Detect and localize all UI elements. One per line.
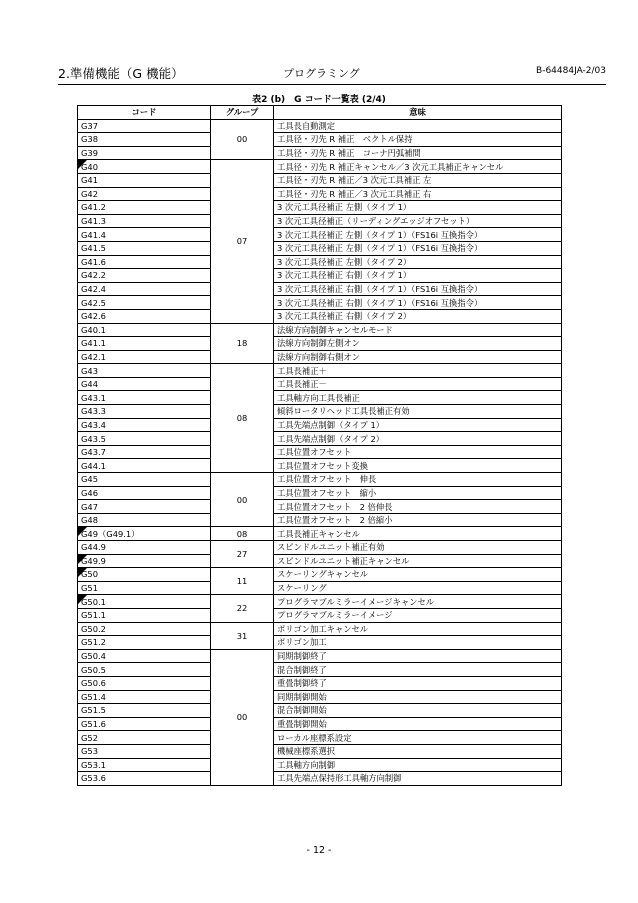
meaning-cell: 混合制御開始 xyxy=(274,704,562,718)
column-header-meaning: 意味 xyxy=(274,106,562,120)
table-row xyxy=(78,228,562,242)
table-row xyxy=(78,622,562,636)
code-cell xyxy=(78,704,211,718)
code-cell xyxy=(78,241,211,255)
code-cell xyxy=(78,486,211,500)
column-header-group: グループ xyxy=(211,106,274,120)
table-row xyxy=(78,391,562,405)
meaning-cell: プログラマブルミラーイメージ xyxy=(274,608,562,622)
group-cell: 31 xyxy=(211,622,274,649)
meaning-cell: 工具先端点制御（タイプ 2） xyxy=(274,432,562,446)
group-cell: 00 xyxy=(211,473,274,527)
code-text: G51.2 xyxy=(81,637,106,648)
code-cell xyxy=(78,527,211,541)
table-row xyxy=(78,636,562,650)
code-cell xyxy=(78,717,211,731)
code-cell xyxy=(78,513,211,527)
code-cell xyxy=(78,377,211,391)
table-row xyxy=(78,296,562,310)
code-text: G43.3 xyxy=(81,406,106,417)
code-text: G50.1 xyxy=(81,596,106,607)
table-row xyxy=(78,309,562,323)
meaning-cell: 工具径・刃先 R 補正／3 次元工具補正 右 xyxy=(274,187,562,201)
initial-state-mark xyxy=(78,595,87,604)
initial-state-mark xyxy=(78,160,87,169)
code-text: G52 xyxy=(81,732,98,743)
group-cell: 18 xyxy=(211,323,274,364)
group-cell: 08 xyxy=(211,364,274,473)
code-cell xyxy=(78,160,211,174)
code-text: G41.3 xyxy=(81,216,106,227)
code-text: G44.9 xyxy=(81,542,106,553)
table-row xyxy=(78,173,562,187)
group-cell: 11 xyxy=(211,568,274,595)
code-text: G41.4 xyxy=(81,229,106,240)
meaning-cell: 工具径・刃先 R 補正キャンセル／3 次元工具補正キャンセル xyxy=(274,160,562,174)
table-row xyxy=(78,527,562,541)
initial-state-mark xyxy=(78,527,87,536)
meaning-cell: スピンドルユニット補正有効 xyxy=(274,541,562,555)
code-cell xyxy=(78,758,211,772)
code-cell xyxy=(78,473,211,487)
code-cell xyxy=(78,337,211,351)
code-text: G39 xyxy=(81,148,98,159)
meaning-cell: 3 次元工具径補正 左側（タイプ 2） xyxy=(274,255,562,269)
table-row xyxy=(78,133,562,147)
code-text: G46 xyxy=(81,487,98,498)
code-cell xyxy=(78,214,211,228)
table-row xyxy=(78,119,562,133)
meaning-cell: 3 次元工具径補正（リーディングエッジオフセット） xyxy=(274,214,562,228)
code-cell xyxy=(78,622,211,636)
code-cell xyxy=(78,459,211,473)
code-text: G41 xyxy=(81,175,98,186)
code-text: G43.5 xyxy=(81,433,106,444)
code-text: G51.5 xyxy=(81,705,106,716)
table-row xyxy=(78,269,562,283)
table-row xyxy=(78,282,562,296)
code-text: G42 xyxy=(81,188,98,199)
table-row xyxy=(78,513,562,527)
code-cell xyxy=(78,445,211,459)
meaning-cell: 工具位置オフセット 伸長 xyxy=(274,473,562,487)
code-cell xyxy=(78,731,211,745)
table-row xyxy=(78,337,562,351)
code-cell xyxy=(78,418,211,432)
code-text: G48 xyxy=(81,515,98,526)
table-row xyxy=(78,704,562,718)
code-text: G51 xyxy=(81,583,98,594)
meaning-cell: 工具径・刃先 R 補正／3 次元工具補正 左 xyxy=(274,173,562,187)
code-text: G41.5 xyxy=(81,243,106,254)
code-text: G47 xyxy=(81,501,98,512)
meaning-cell: ポリゴン加工 xyxy=(274,636,562,650)
group-cell: 00 xyxy=(211,119,274,160)
meaning-cell: 3 次元工具径補正 右側（タイプ 1）（FS16i 互換指令） xyxy=(274,296,562,310)
meaning-cell: 工具位置オフセット 縮小 xyxy=(274,486,562,500)
meaning-cell: 3 次元工具径補正 右側（タイプ 1）（FS16i 互換指令） xyxy=(274,282,562,296)
table-row xyxy=(78,473,562,487)
code-cell xyxy=(78,269,211,283)
code-text: G44 xyxy=(81,379,98,390)
code-text: G43.4 xyxy=(81,419,106,430)
code-text: G38 xyxy=(81,134,98,145)
table-row xyxy=(78,595,562,609)
meaning-cell: 工具径・刃先 R 補正 ベクトル保持 xyxy=(274,133,562,147)
code-cell xyxy=(78,581,211,595)
meaning-cell: 重畳制御開始 xyxy=(274,717,562,731)
table-row xyxy=(78,146,562,160)
code-cell xyxy=(78,255,211,269)
code-text: G49（G49.1） xyxy=(81,528,140,539)
page-header xyxy=(58,64,606,84)
code-cell xyxy=(78,663,211,677)
meaning-cell: 工具先端点制御（タイプ 1） xyxy=(274,418,562,432)
meaning-cell: 混合制御終了 xyxy=(274,663,562,677)
code-cell xyxy=(78,676,211,690)
code-cell xyxy=(78,391,211,405)
meaning-cell: 3 次元工具径補正 右側（タイプ 2） xyxy=(274,309,562,323)
table-row xyxy=(78,663,562,677)
code-text: G50.6 xyxy=(81,678,106,689)
table-row xyxy=(78,717,562,731)
meaning-cell: 工具軸方向工具長補正 xyxy=(274,391,562,405)
code-text: G53 xyxy=(81,746,98,757)
code-text: G41.2 xyxy=(81,202,106,213)
code-cell xyxy=(78,690,211,704)
chapter-title: プログラミング xyxy=(283,67,360,80)
table-row xyxy=(78,772,562,786)
group-cell: 22 xyxy=(211,595,274,622)
table-header-row xyxy=(78,106,562,120)
table-row xyxy=(78,214,562,228)
code-cell xyxy=(78,201,211,215)
meaning-cell: 3 次元工具径補正 右側（タイプ 1） xyxy=(274,269,562,283)
meaning-cell: 工具先端点保持形工具軸方向制御 xyxy=(274,772,562,786)
table-row xyxy=(78,676,562,690)
table-row xyxy=(78,255,562,269)
code-text: G42.1 xyxy=(81,351,106,362)
meaning-cell: スケーリングキャンセル xyxy=(274,568,562,582)
g-code-table xyxy=(77,105,562,786)
page-number: - 12 - xyxy=(306,845,332,856)
meaning-cell: 工具軸方向制御 xyxy=(274,758,562,772)
code-cell xyxy=(78,636,211,650)
table-row xyxy=(78,554,562,568)
code-text: G51.1 xyxy=(81,610,106,621)
meaning-cell: 工具径・刃先 R 補正 コーナ円弧補間 xyxy=(274,146,562,160)
code-cell xyxy=(78,350,211,364)
table-body xyxy=(78,119,562,785)
code-text: G45 xyxy=(81,474,98,485)
code-text: G41.1 xyxy=(81,338,106,349)
code-cell xyxy=(78,133,211,147)
meaning-cell: 同期制御開始 xyxy=(274,690,562,704)
code-cell xyxy=(78,187,211,201)
code-text: G43 xyxy=(81,365,98,376)
meaning-cell: 工具位置オフセット 2 倍伸長 xyxy=(274,500,562,514)
code-text: G41.6 xyxy=(81,256,106,267)
table-row xyxy=(78,690,562,704)
column-header-code: コード xyxy=(78,106,211,120)
code-cell xyxy=(78,173,211,187)
code-cell xyxy=(78,228,211,242)
meaning-cell: スピンドルユニット補正キャンセル xyxy=(274,554,562,568)
code-text: G50.2 xyxy=(81,623,106,634)
meaning-cell: 工具長補正＋ xyxy=(274,364,562,378)
code-text: G42.2 xyxy=(81,270,106,281)
meaning-cell: 法線方向制御右側オン xyxy=(274,350,562,364)
meaning-cell: ポリゴン加工キャンセル xyxy=(274,622,562,636)
table-row xyxy=(78,323,562,337)
table-row xyxy=(78,581,562,595)
document-number: B-64484JA-2/03 xyxy=(536,66,606,76)
code-text: G42.6 xyxy=(81,311,106,322)
code-cell xyxy=(78,309,211,323)
code-text: G37 xyxy=(81,120,98,131)
table-row xyxy=(78,350,562,364)
table-row xyxy=(78,568,562,582)
meaning-cell: 3 次元工具径補正 左側（タイプ 1）（FS16i 互換指令） xyxy=(274,241,562,255)
meaning-cell: 工具位置オフセット 2 倍縮小 xyxy=(274,513,562,527)
code-cell xyxy=(78,772,211,786)
meaning-cell: 工具長自動測定 xyxy=(274,119,562,133)
group-cell: 27 xyxy=(211,541,274,568)
code-cell xyxy=(78,744,211,758)
meaning-cell: 工具位置オフセット xyxy=(274,445,562,459)
code-text: G44.1 xyxy=(81,460,106,471)
table-row xyxy=(78,758,562,772)
code-text: G50 xyxy=(81,569,98,580)
meaning-cell: 法線方向制御キャンセルモード xyxy=(274,323,562,337)
table-row xyxy=(78,500,562,514)
table-row xyxy=(78,187,562,201)
code-cell xyxy=(78,119,211,133)
meaning-cell: 工具長補正キャンセル xyxy=(274,527,562,541)
meaning-cell: 法線方向制御左側オン xyxy=(274,337,562,351)
code-text: G49.9 xyxy=(81,555,106,566)
meaning-cell: 3 次元工具径補正 左側（タイプ 1）（FS16i 互換指令） xyxy=(274,228,562,242)
code-text: G40.1 xyxy=(81,324,106,335)
meaning-cell: 重畳制御終了 xyxy=(274,676,562,690)
code-cell xyxy=(78,432,211,446)
code-cell xyxy=(78,554,211,568)
group-cell: 00 xyxy=(211,649,274,785)
code-cell xyxy=(78,541,211,555)
table-caption: 表2 (b) G コード一覧表 (2/4) xyxy=(252,95,386,105)
table-row xyxy=(78,432,562,446)
table-row xyxy=(78,241,562,255)
code-text: G50.4 xyxy=(81,651,106,662)
code-text: G50.5 xyxy=(81,664,106,675)
table-row xyxy=(78,364,562,378)
table-row xyxy=(78,160,562,174)
code-cell xyxy=(78,649,211,663)
code-cell xyxy=(78,296,211,310)
initial-state-mark xyxy=(78,568,87,577)
code-cell xyxy=(78,608,211,622)
code-text: G43.1 xyxy=(81,392,106,403)
code-text: G42.4 xyxy=(81,284,106,295)
table-row xyxy=(78,418,562,432)
meaning-cell: ローカル座標系設定 xyxy=(274,731,562,745)
table-row xyxy=(78,649,562,663)
code-cell xyxy=(78,405,211,419)
code-text: G42.5 xyxy=(81,297,106,308)
code-cell xyxy=(78,146,211,160)
table-row xyxy=(78,445,562,459)
section-title: 2.準備機能（G 機能） xyxy=(58,66,184,81)
group-cell: 07 xyxy=(211,160,274,323)
meaning-cell: 傾斜ロータリヘッド工具長補正有効 xyxy=(274,405,562,419)
code-cell xyxy=(78,500,211,514)
code-text: G51.4 xyxy=(81,691,106,702)
meaning-cell: 機械座標系選択 xyxy=(274,744,562,758)
meaning-cell: 工具長補正－ xyxy=(274,377,562,391)
table-row xyxy=(78,731,562,745)
meaning-cell: スケーリング xyxy=(274,581,562,595)
table-row xyxy=(78,377,562,391)
table-row xyxy=(78,201,562,215)
table-row xyxy=(78,608,562,622)
initial-state-mark xyxy=(78,555,87,564)
meaning-cell: 3 次元工具径補正 左側（タイプ 1） xyxy=(274,201,562,215)
code-text: G53.1 xyxy=(81,759,106,770)
code-cell xyxy=(78,364,211,378)
meaning-cell: 同期制御終了 xyxy=(274,649,562,663)
code-cell xyxy=(78,282,211,296)
table-row xyxy=(78,486,562,500)
table-row xyxy=(78,744,562,758)
code-text: G53.6 xyxy=(81,773,106,784)
meaning-cell: 工具位置オフセット変換 xyxy=(274,459,562,473)
table-row xyxy=(78,405,562,419)
code-cell xyxy=(78,323,211,337)
header-rule xyxy=(58,84,606,85)
code-cell xyxy=(78,568,211,582)
group-cell: 08 xyxy=(211,527,274,541)
table-row xyxy=(78,541,562,555)
code-cell xyxy=(78,595,211,609)
table-row xyxy=(78,459,562,473)
code-text: G51.6 xyxy=(81,719,106,730)
meaning-cell: プログラマブルミラーイメージキャンセル xyxy=(274,595,562,609)
code-text: G40 xyxy=(81,161,98,172)
code-text: G43.7 xyxy=(81,447,106,458)
